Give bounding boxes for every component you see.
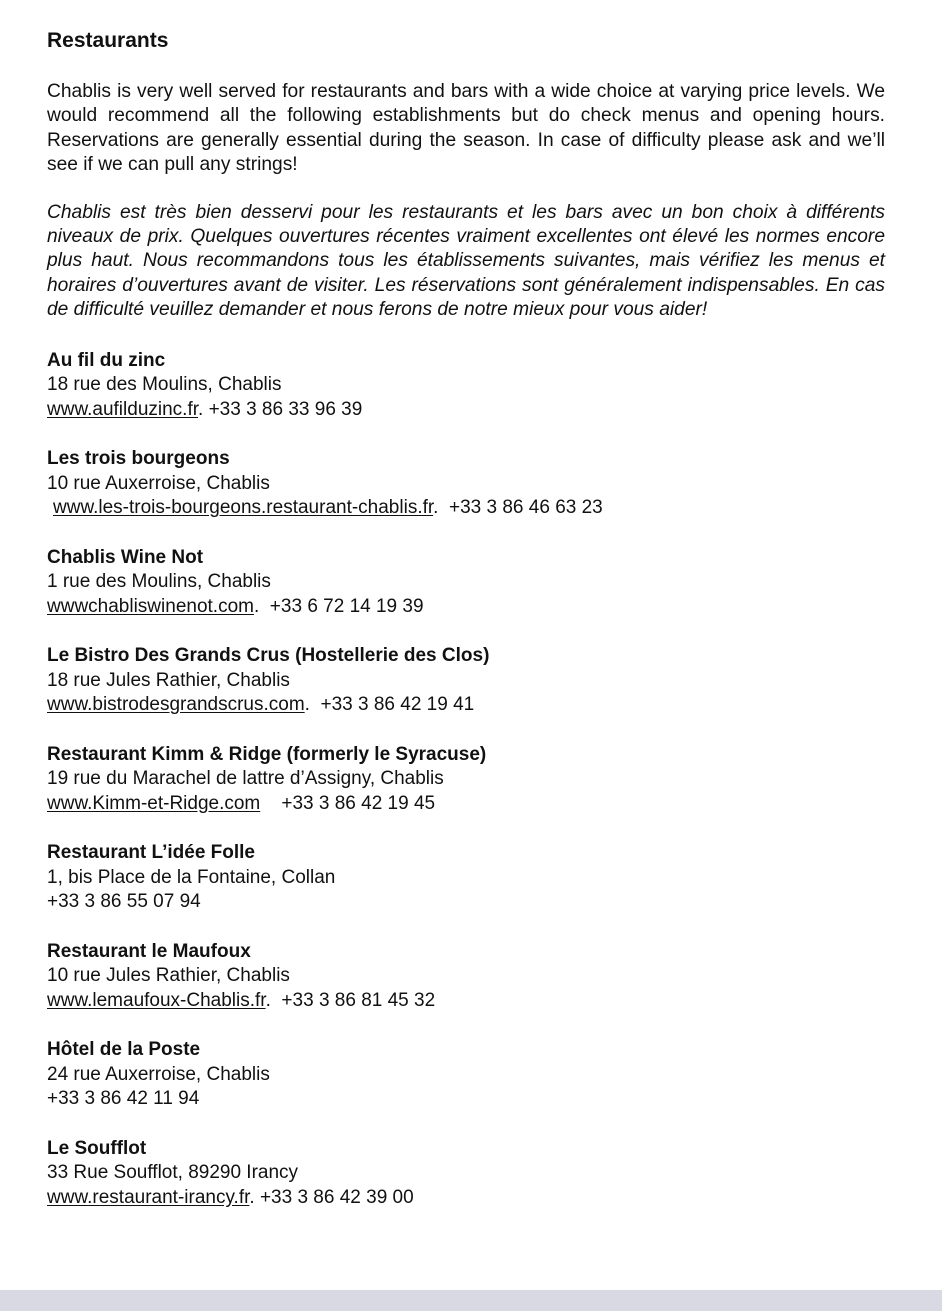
- restaurant-name: Au fil du zinc: [47, 349, 166, 371]
- restaurant-name: Restaurant le Maufoux: [47, 940, 251, 962]
- restaurant-website-link[interactable]: wwwchabliswinenot.com: [47, 595, 254, 617]
- restaurant-website-link[interactable]: www.lemaufoux-Chablis.fr: [47, 989, 266, 1011]
- restaurant-address: 10 rue Jules Rathier, Chablis: [47, 965, 290, 987]
- restaurant-address: 33 Rue Soufflot, 89290 Irancy: [47, 1162, 299, 1184]
- restaurant-website-link[interactable]: www.restaurant-irancy.fr: [47, 1186, 250, 1208]
- restaurant-phone: . +33 3 86 81 45 32: [265, 989, 436, 1011]
- restaurant-contact: [47, 792, 885, 817]
- restaurant-name: Les trois bourgeons: [47, 448, 230, 470]
- restaurant-name: Hôtel de la Poste: [47, 1039, 201, 1061]
- restaurant-entry: [47, 841, 885, 915]
- restaurant-website-link[interactable]: www.les-trois-bourgeons.restaurant-chablis.fr: [53, 497, 434, 519]
- restaurant-name: Restaurant Kimm & Ridge (formerly le Syracuse): [47, 743, 487, 765]
- bottom-bar: [0, 1290, 942, 1311]
- intro-english: Chablis is very well served for restaurants and bars with a wide choice at varying price levels. We would recommend all the following establishments but do check menus and opening hours. Reservations are generally essential during the season. In case of difficulty please ask and we’ll see if we can pull any strings!: [47, 81, 885, 176]
- restaurant-name: Restaurant L’idée Folle: [47, 842, 255, 864]
- restaurant-website-link[interactable]: www.Kimm-et-Ridge.com: [47, 792, 261, 814]
- restaurant-entry: [47, 644, 885, 718]
- restaurant-entry: [47, 743, 885, 817]
- restaurant-contact: [47, 398, 885, 423]
- restaurant-name: Le Bistro Des Grands Crus (Hostellerie des Clos): [47, 645, 490, 667]
- restaurant-name: Le Soufflot: [47, 1137, 147, 1159]
- restaurant-entry: [47, 447, 885, 521]
- restaurant-entry: [47, 546, 885, 620]
- document-page: [47, 28, 885, 1235]
- restaurant-address: 19 rue du Marachel de lattre d’Assigny, Chablis: [47, 768, 444, 790]
- restaurant-entry: [47, 1137, 885, 1211]
- restaurant-phone: . +33 6 72 14 19 39: [253, 595, 424, 617]
- restaurant-phone: +33 3 86 42 11 94: [47, 1088, 200, 1110]
- restaurant-phone: . +33 3 86 33 96 39: [198, 398, 363, 420]
- restaurant-contact: [47, 595, 885, 620]
- restaurant-address: 24 rue Auxerroise, Chablis: [47, 1063, 270, 1085]
- page-title: Restaurants: [47, 29, 169, 52]
- restaurant-phone: +33 3 86 55 07 94: [47, 891, 201, 913]
- restaurant-website-link[interactable]: www.bistrodesgrandscrus.com: [47, 694, 305, 716]
- restaurant-website-link[interactable]: www.aufilduzinc.fr: [47, 398, 199, 420]
- restaurant-entry: [47, 1038, 885, 1112]
- restaurant-phone: . +33 3 86 42 39 00: [249, 1186, 414, 1208]
- restaurant-entry: [47, 349, 885, 423]
- restaurant-address: 1, bis Place de la Fontaine, Collan: [47, 866, 336, 888]
- restaurant-phone: . +33 3 86 46 63 23: [433, 497, 603, 519]
- restaurant-contact: [47, 1186, 885, 1211]
- restaurant-address: 1 rue des Moulins, Chablis: [47, 571, 271, 593]
- restaurant-phone: . +33 3 86 42 19 41: [304, 694, 475, 716]
- restaurant-address: 18 rue des Moulins, Chablis: [47, 374, 282, 396]
- restaurant-contact: [47, 693, 885, 718]
- restaurant-address: 18 rue Jules Rathier, Chablis: [47, 669, 290, 691]
- intro-french: Chablis est très bien desservi pour les restaurants et les bars avec un bon choix à différents niveaux de prix. Quelques ouvertures récentes vraiment excellentes ont élevé les normes encore plus haut. Nous recommandons tous les établissements suivantes, mais vérifiez les menus et horaires d’ouvertures avant de visiter. Les réservations sont généralement indispensables. En cas de difficulté veuillez demander et nous ferons de notre mieux pour vous aider!: [47, 201, 885, 321]
- restaurant-name: Chablis Wine Not: [47, 546, 204, 568]
- restaurant-contact: [47, 989, 885, 1014]
- restaurant-phone: +33 3 86 42 19 45: [260, 792, 436, 814]
- restaurant-contact: [47, 496, 885, 521]
- restaurant-address: 10 rue Auxerroise, Chablis: [47, 472, 270, 494]
- restaurant-entry: [47, 940, 885, 1014]
